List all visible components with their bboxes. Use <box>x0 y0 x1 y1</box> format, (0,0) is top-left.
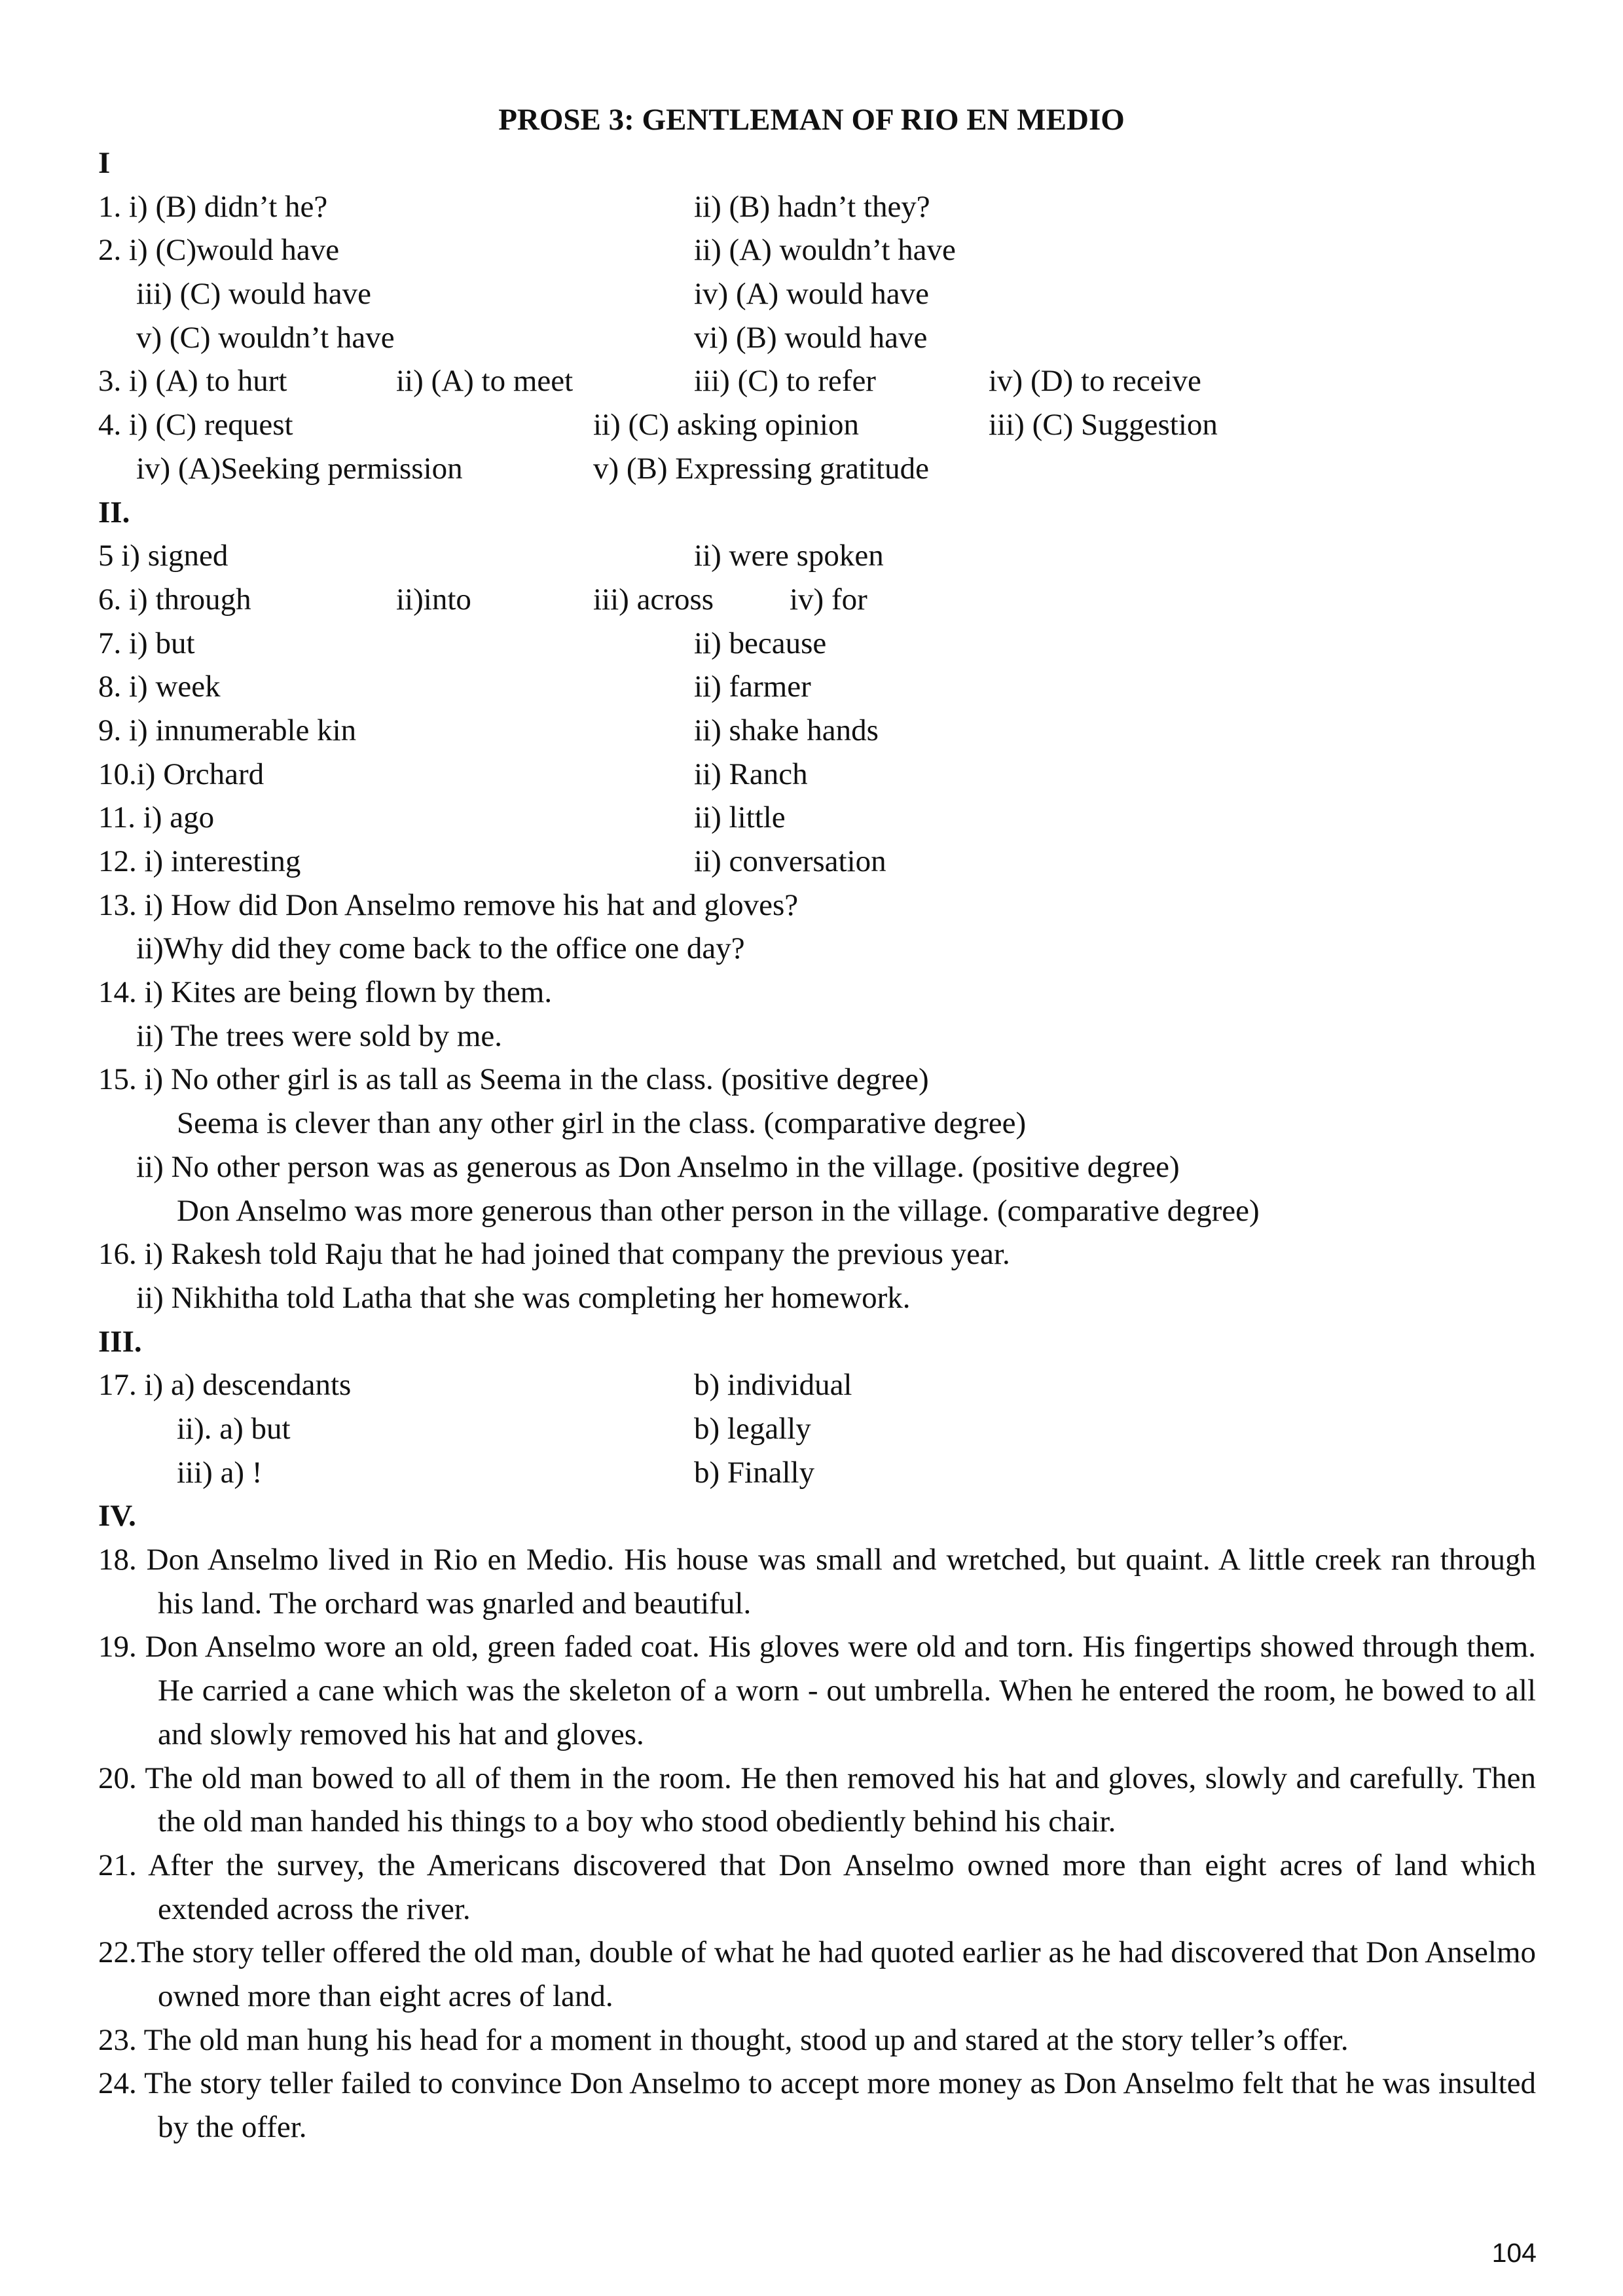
answer-cell: 7. i) but <box>98 626 195 660</box>
answer-cell: ii) Nikhitha told Latha that she was completing her homework. <box>136 1280 911 1315</box>
answer-cell: 8. i) week <box>98 670 221 704</box>
answer-cell: ii) The trees were sold by me. <box>136 1018 503 1053</box>
answer-cell: ii) Ranch <box>694 757 808 791</box>
answer-cell: Seema is clever than any other girl in the class. (comparative degree) <box>177 1106 1027 1141</box>
answer-cell: 15. i) No other girl is as tall as Seema in the class. (positive degree) <box>98 1062 929 1097</box>
answer-cell: 17. i) a) descendants <box>98 1368 352 1403</box>
answer-row <box>98 534 1536 578</box>
answer-row <box>98 228 1536 272</box>
answer-cell: iv) (A) would have <box>694 277 929 312</box>
answer-cell: 6. i) through <box>98 582 251 617</box>
answer-cell: ii) because <box>694 626 827 660</box>
answer-row <box>98 359 1536 403</box>
answer-cell: ii) (C) asking opinion <box>593 408 859 442</box>
answer-paragraph: 19. Don Anselmo wore an old, green faded coat. His gloves were old and torn. His fingertips showed through them. He carried a cane which was the skeleton of a worn - out umbrella. When he entered the room, he bowed to all and slowly removed his hat and gloves. <box>98 1630 1536 1751</box>
answer-row <box>98 622 1536 666</box>
answer-cell: iii) (C) Suggestion <box>989 408 1218 442</box>
answer-cell: b) Finally <box>694 1455 815 1490</box>
answer-cell: Don Anselmo was more generous than other person in the village. (comparative degree) <box>177 1193 1260 1228</box>
answer-paragraph: 18. Don Anselmo lived in Rio en Medio. His house was small and wretched, but quaint. A little creek ran through his land. The orchard was gnarled and beautiful. <box>98 1543 1536 1621</box>
answer-paragraph: 24. The story teller failed to convince Don Anselmo to accept more money as Don Anselmo felt that he was insulted by the offer. <box>98 2066 1536 2145</box>
answer-cell: b) individual <box>694 1368 852 1403</box>
answer-paragraph: 21. After the survey, the Americans discovered that Don Anselmo owned more than eight acres of land which extended across the river. <box>98 1848 1536 1926</box>
answer-cell: 11. i) ago <box>98 800 215 835</box>
answer-row <box>98 796 1536 840</box>
answer-row <box>98 316 1536 360</box>
answer-cell: ii) little <box>694 800 786 835</box>
answer-row <box>98 753 1536 797</box>
answer-cell: iii) (C) would have <box>136 277 371 312</box>
answer-row <box>98 709 1536 753</box>
section-heading: IV. <box>98 1499 136 1534</box>
answer-cell: iv) (D) to receive <box>989 364 1201 399</box>
answer-cell: v) (C) wouldn’t have <box>136 320 395 355</box>
answer-row <box>98 1189 1536 1233</box>
section-heading: III. <box>98 1324 142 1359</box>
answer-row <box>98 665 1536 709</box>
answer-cell: 3. i) (A) to hurt <box>98 364 287 399</box>
answer-cell: ii)into <box>396 582 471 617</box>
answer-cell: ii) No other person was as generous as Don Anselmo in the village. (positive degree) <box>136 1149 1180 1184</box>
answer-cell: 16. i) Rakesh told Raju that he had joined that company the previous year. <box>98 1237 1010 1272</box>
answer-row <box>98 272 1536 316</box>
answer-row <box>98 1407 1536 1451</box>
answer-cell: 5 i) signed <box>98 539 228 573</box>
answer-cell: iv) for <box>790 582 867 617</box>
answer-cell: ii) (A) to meet <box>396 364 574 399</box>
section-heading: II. <box>98 495 130 529</box>
answer-cell: iv) (A)Seeking permission <box>136 451 463 486</box>
answer-paragraph: 23. The old man hung his head for a moment in thought, stood up and stared at the story teller’s offer. <box>98 2022 1349 2057</box>
answer-row <box>98 840 1536 884</box>
answer-cell: 13. i) How did Don Anselmo remove his hat and gloves? <box>98 888 799 922</box>
section-heading: I <box>98 146 111 180</box>
answer-row <box>98 578 1536 622</box>
answer-cell: ii) (B) hadn’t they? <box>694 189 930 224</box>
answer-cell: ii). a) but <box>177 1411 291 1446</box>
answer-row <box>98 1014 1536 1058</box>
answer-row <box>98 971 1536 1014</box>
answer-cell: 2. i) (C)would have <box>98 233 340 268</box>
answer-key <box>98 141 1536 2149</box>
answer-row <box>98 447 1536 491</box>
answer-cell: ii) shake hands <box>694 713 879 747</box>
page-number: 104 <box>1491 2238 1537 2268</box>
answer-row <box>98 1145 1536 1189</box>
answer-cell: ii) (A) wouldn’t have <box>694 233 956 268</box>
answer-cell: b) legally <box>694 1411 811 1446</box>
answer-cell: 14. i) Kites are being flown by them. <box>98 975 553 1010</box>
answer-cell: iii) a) ! <box>177 1455 263 1490</box>
answer-paragraph: 22.The story teller offered the old man, double of what he had quoted earlier as he had discovered that Don Anselmo owned more than eight acres of land. <box>98 1935 1536 2014</box>
answer-row <box>98 1232 1536 1276</box>
answer-cell: 9. i) innumerable kin <box>98 713 357 747</box>
answer-row <box>98 1102 1536 1145</box>
answer-cell: 10.i) Orchard <box>98 757 264 791</box>
answer-row <box>98 1276 1536 1320</box>
answer-cell: v) (B) Expressing gratitude <box>593 451 929 486</box>
answer-cell: ii)Why did they come back to the office one day? <box>136 931 745 966</box>
answer-row <box>98 927 1536 971</box>
answer-row <box>98 403 1536 447</box>
answer-cell: ii) farmer <box>694 670 811 704</box>
answer-row <box>98 1058 1536 1102</box>
answer-paragraph: 20. The old man bowed to all of them in the room. He then removed his hat and gloves, slowly and carefully. Then the old man handed his things to a boy who stood obediently behind his chair. <box>98 1761 1536 1839</box>
answer-row <box>98 1363 1536 1407</box>
answer-cell: iii) across <box>593 582 714 617</box>
answer-cell: ii) were spoken <box>694 539 884 573</box>
answer-row <box>98 185 1536 229</box>
answer-cell: 12. i) interesting <box>98 844 301 878</box>
answer-cell: 4. i) (C) request <box>98 408 293 442</box>
answer-row <box>98 1451 1536 1495</box>
answer-cell: iii) (C) to refer <box>694 364 876 399</box>
answer-cell: vi) (B) would have <box>694 320 928 355</box>
answer-cell: ii) conversation <box>694 844 886 878</box>
answer-cell: 1. i) (B) didn’t he? <box>98 189 328 224</box>
answer-row <box>98 884 1536 927</box>
page-title: PROSE 3: GENTLEMAN OF RIO EN MEDIO <box>498 103 1125 137</box>
